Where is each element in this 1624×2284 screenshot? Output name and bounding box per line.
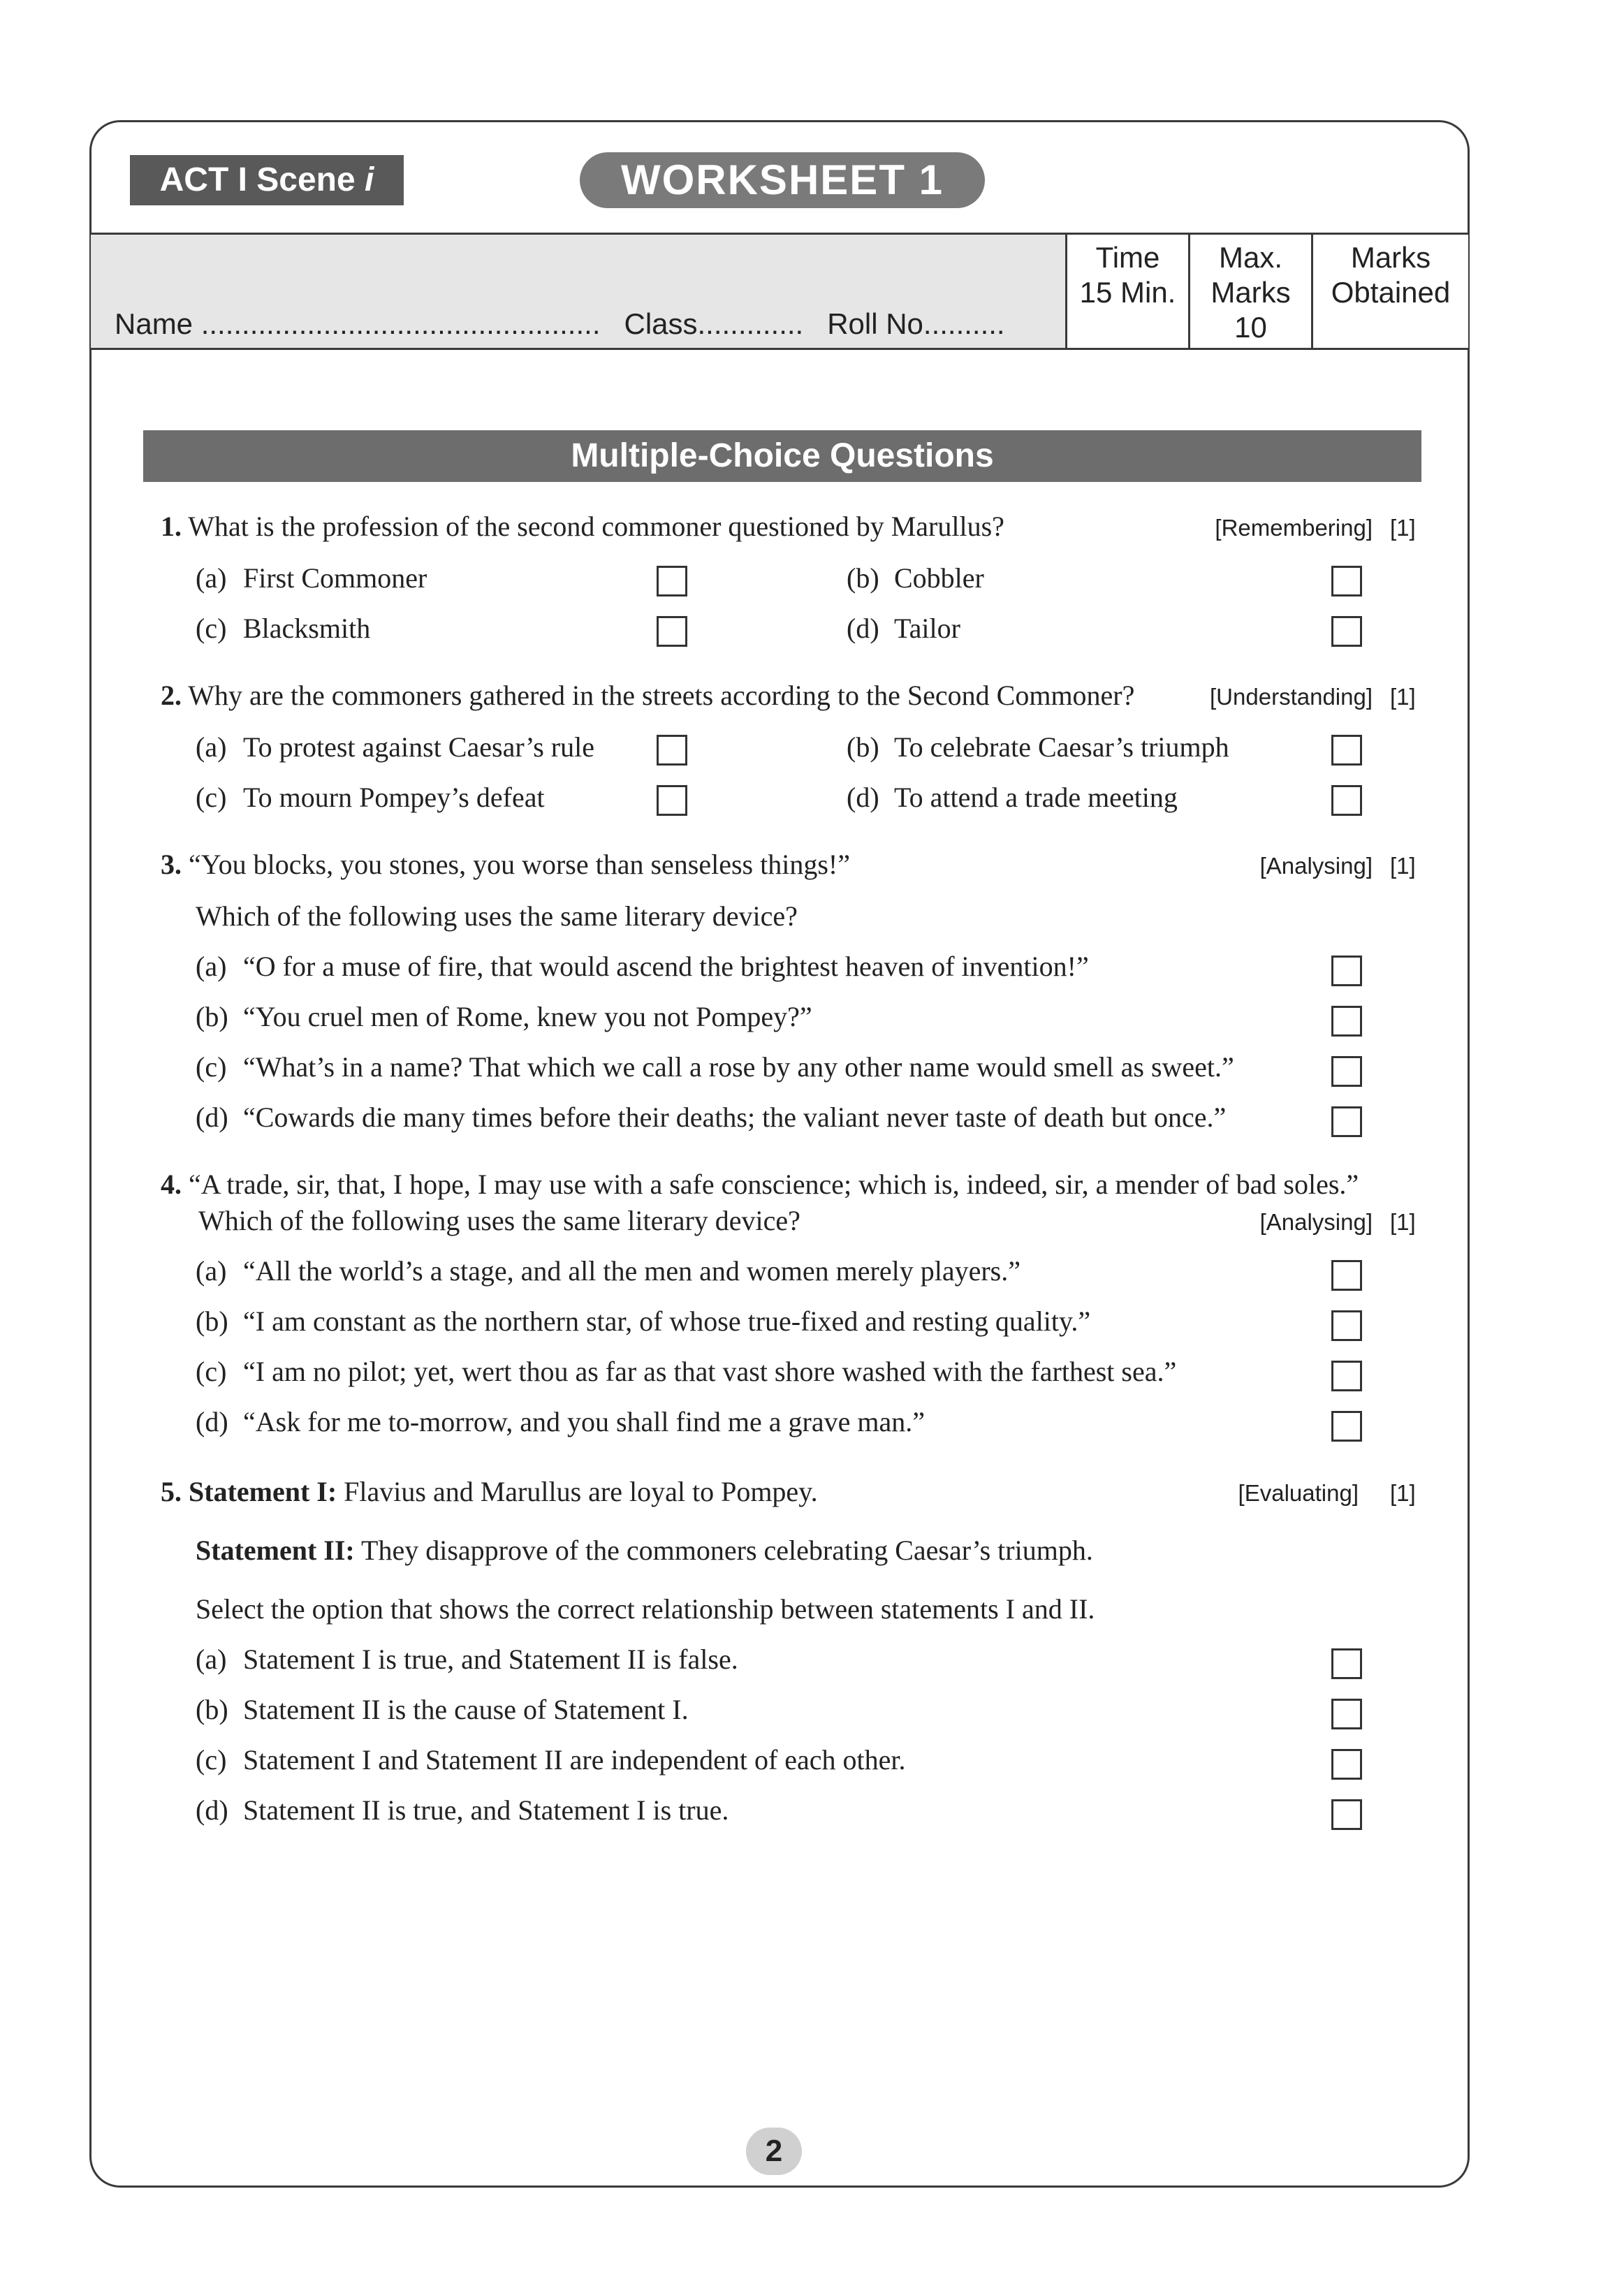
q1-option-d-checkbox[interactable]	[1331, 616, 1362, 647]
q1-option-b-checkbox[interactable]	[1331, 566, 1362, 596]
question-4-marks: [1]	[1390, 1209, 1416, 1235]
q1-option-a: (a) First Commoner	[196, 562, 427, 594]
question-2: 2. Why are the commoners gathered in the streets according to the Second Commoner?	[161, 680, 1135, 711]
question-5-subtext: Select the option that shows the correct relationship between statements I and II.	[196, 1593, 1095, 1625]
q2-option-c: (c) To mourn Pompey’s defeat	[196, 782, 545, 813]
q4-option-a-checkbox[interactable]	[1331, 1260, 1362, 1291]
q2-option-c-checkbox[interactable]	[657, 785, 687, 816]
page-number: 2	[746, 2128, 802, 2175]
max-marks-cell: Max. Marks 10	[1188, 235, 1311, 348]
q2-option-d: (d) To attend a trade meeting	[847, 782, 1178, 813]
q4-option-d-checkbox[interactable]	[1331, 1411, 1362, 1442]
q3-option-a-checkbox[interactable]	[1331, 956, 1362, 986]
student-fields	[115, 307, 1029, 341]
q5-option-a: (a) Statement I is true, and Statement II is false.	[196, 1644, 738, 1675]
q4-option-d: (d) “Ask for me to-morrow, and you shall find me a grave man.”	[196, 1406, 925, 1437]
class-field[interactable]: Class.............	[624, 307, 804, 340]
question-1: 1. What is the profession of the second commoner questioned by Marullus?	[161, 511, 1004, 542]
question-1-marks: [1]	[1390, 515, 1416, 541]
student-info-band	[91, 233, 1468, 350]
q4-option-c: (c) “I am no pilot; yet, wert thou as far as that vast shore washed with the farthest sea.”	[196, 1356, 1177, 1387]
question-5: 5. Statement I: Flavius and Marullus are loyal to Pompey.	[161, 1476, 818, 1507]
question-2-marks: [1]	[1390, 684, 1416, 710]
question-3-marks: [1]	[1390, 853, 1416, 879]
question-4: 4. “A trade, sir, that, I hope, I may use with a safe conscience; which is, indeed, sir, a mender of bad soles.”	[161, 1169, 1359, 1200]
q1-option-c-checkbox[interactable]	[657, 616, 687, 647]
question-1-level: [Remembering]	[1215, 515, 1373, 541]
question-4-level: [Analysing]	[1259, 1209, 1373, 1235]
q5-option-a-checkbox[interactable]	[1331, 1648, 1362, 1679]
question-2-level: [Understanding]	[1210, 684, 1373, 710]
q4-option-b-checkbox[interactable]	[1331, 1310, 1362, 1341]
question-5-statement-2: Statement II: They disapprove of the commoners celebrating Caesar’s triumph.	[196, 1535, 1093, 1566]
name-field[interactable]: Name .................................................	[115, 307, 601, 340]
q1-option-c: (c) Blacksmith	[196, 613, 371, 644]
question-3: 3. “You blocks, you stones, you worse than senseless things!”	[161, 849, 850, 880]
q5-option-c: (c) Statement I and Statement II are independent of each other.	[196, 1744, 906, 1776]
q1-option-b: (b) Cobbler	[847, 562, 984, 594]
q3-option-d: (d) “Cowards die many times before their deaths; the valiant never taste of death but once.”	[196, 1101, 1227, 1133]
q1-option-d: (d) Tailor	[847, 613, 960, 644]
question-5-marks: [1]	[1390, 1480, 1416, 1506]
section-title: Multiple-Choice Questions	[143, 430, 1421, 482]
q3-option-c: (c) “What’s in a name? That which we call a rose by any other name would smell as sweet.”	[196, 1051, 1234, 1083]
q2-option-a-checkbox[interactable]	[657, 735, 687, 766]
q1-option-a-checkbox[interactable]	[657, 566, 687, 596]
question-3-subtext: Which of the following uses the same literary device?	[196, 900, 798, 932]
q4-option-b: (b) “I am constant as the northern star, of whose true-fixed and resting quality.”	[196, 1305, 1091, 1337]
question-3-level: [Analysing]	[1259, 853, 1373, 879]
q4-option-a: (a) “All the world’s a stage, and all the men and women merely players.”	[196, 1255, 1021, 1287]
q3-option-d-checkbox[interactable]	[1331, 1106, 1362, 1137]
q5-option-d-checkbox[interactable]	[1331, 1799, 1362, 1830]
q2-option-a: (a) To protest against Caesar’s rule	[196, 731, 594, 763]
q3-option-c-checkbox[interactable]	[1331, 1056, 1362, 1087]
q3-option-b-checkbox[interactable]	[1331, 1006, 1362, 1037]
q2-option-d-checkbox[interactable]	[1331, 785, 1362, 816]
worksheet-title: WORKSHEET 1	[580, 152, 985, 208]
question-5-level: [Evaluating]	[1238, 1480, 1359, 1506]
q5-option-b-checkbox[interactable]	[1331, 1699, 1362, 1729]
q5-option-b: (b) Statement II is the cause of Statement I.	[196, 1694, 689, 1725]
q5-option-d: (d) Statement II is true, and Statement I is true.	[196, 1794, 729, 1826]
q3-option-a: (a) “O for a muse of fire, that would ascend the brightest heaven of invention!”	[196, 951, 1089, 982]
q2-option-b: (b) To celebrate Caesar’s triumph	[847, 731, 1229, 763]
q2-option-b-checkbox[interactable]	[1331, 735, 1362, 766]
act-scene-label: ACT I Scene i	[130, 155, 404, 205]
time-cell: Time 15 Min.	[1065, 235, 1188, 348]
question-4-subtext: Which of the following uses the same literary device?	[198, 1205, 800, 1236]
marks-obtained-cell[interactable]: Marks Obtained	[1311, 235, 1468, 348]
q5-option-c-checkbox[interactable]	[1331, 1749, 1362, 1780]
q3-option-b: (b) “You cruel men of Rome, knew you not Pompey?”	[196, 1001, 812, 1032]
roll-field[interactable]: Roll No..........	[827, 307, 1005, 340]
q4-option-c-checkbox[interactable]	[1331, 1361, 1362, 1391]
